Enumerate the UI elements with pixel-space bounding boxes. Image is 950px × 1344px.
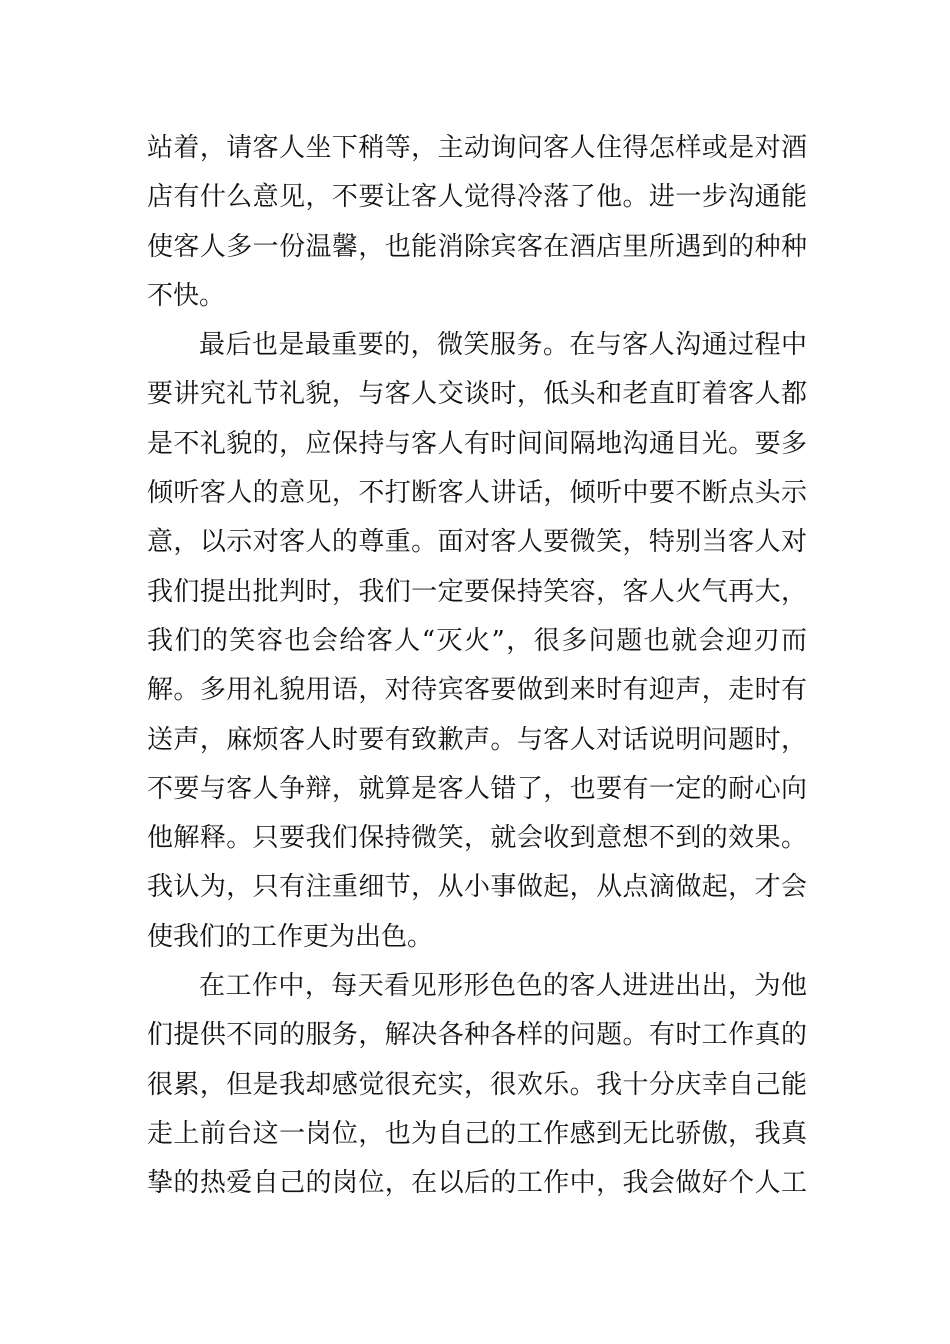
text-line: 不要与客人争辩，就算是客人错了，也要有一定的耐心向: [147, 773, 807, 804]
text-line: 我们的笑容也会给客人“灭火”，很多问题也就会迎刃而: [147, 625, 807, 656]
paragraph-first-line: 在工作中，每天看见形形色色的客人进进出出，为他: [199, 971, 807, 1002]
text-line: 我们提出批判时，我们一定要保持笑容，客人火气再大，: [147, 576, 807, 607]
text-line: 使我们的工作更为出色。: [147, 921, 434, 952]
text-line: 送声，麻烦客人时要有致歉声。与客人对话说明问题时，: [147, 724, 807, 755]
paragraph-first-line: 最后也是最重要的，微笑服务。在与客人沟通过程中: [199, 330, 807, 361]
text-line: 我认为，只有注重细节，从小事做起，从点滴做起，才会: [147, 872, 807, 903]
text-line: 不快。: [147, 280, 226, 311]
text-line: 是不礼貌的，应保持与客人有时间间隔地沟通目光。要多: [147, 428, 807, 459]
text-line: 使客人多一份温馨，也能消除宾客在酒店里所遇到的种种: [147, 231, 807, 262]
text-line: 解。多用礼貌用语，对待宾客要做到来时有迎声，走时有: [147, 675, 807, 706]
text-line: 挚的热爱自己的岗位，在以后的工作中，我会做好个人工: [147, 1168, 807, 1199]
text-line: 很累，但是我却感觉很充实，很欢乐。我十分庆幸自己能: [147, 1069, 807, 1100]
text-line: 他解释。只要我们保持微笑，就会收到意想不到的效果。: [147, 823, 807, 854]
text-line: 要讲究礼节礼貌，与客人交谈时，低头和老直盯着客人都: [147, 379, 807, 410]
text-line: 倾听客人的意见，不打断客人讲话，倾听中要不断点头示: [147, 478, 807, 509]
text-line: 们提供不同的服务，解决各种各样的问题。有时工作真的: [147, 1020, 807, 1051]
text-line: 店有什么意见，不要让客人觉得冷落了他。进一步沟通能: [147, 182, 807, 213]
text-line: 意，以示对客人的尊重。面对客人要微笑，特别当客人对: [147, 527, 807, 558]
text-line: 走上前台这一岗位，也为自己的工作感到无比骄傲，我真: [147, 1118, 807, 1149]
text-line: 站着，请客人坐下稍等，主动询问客人住得怎样或是对酒: [147, 133, 807, 163]
document-body: [147, 124, 807, 1209]
